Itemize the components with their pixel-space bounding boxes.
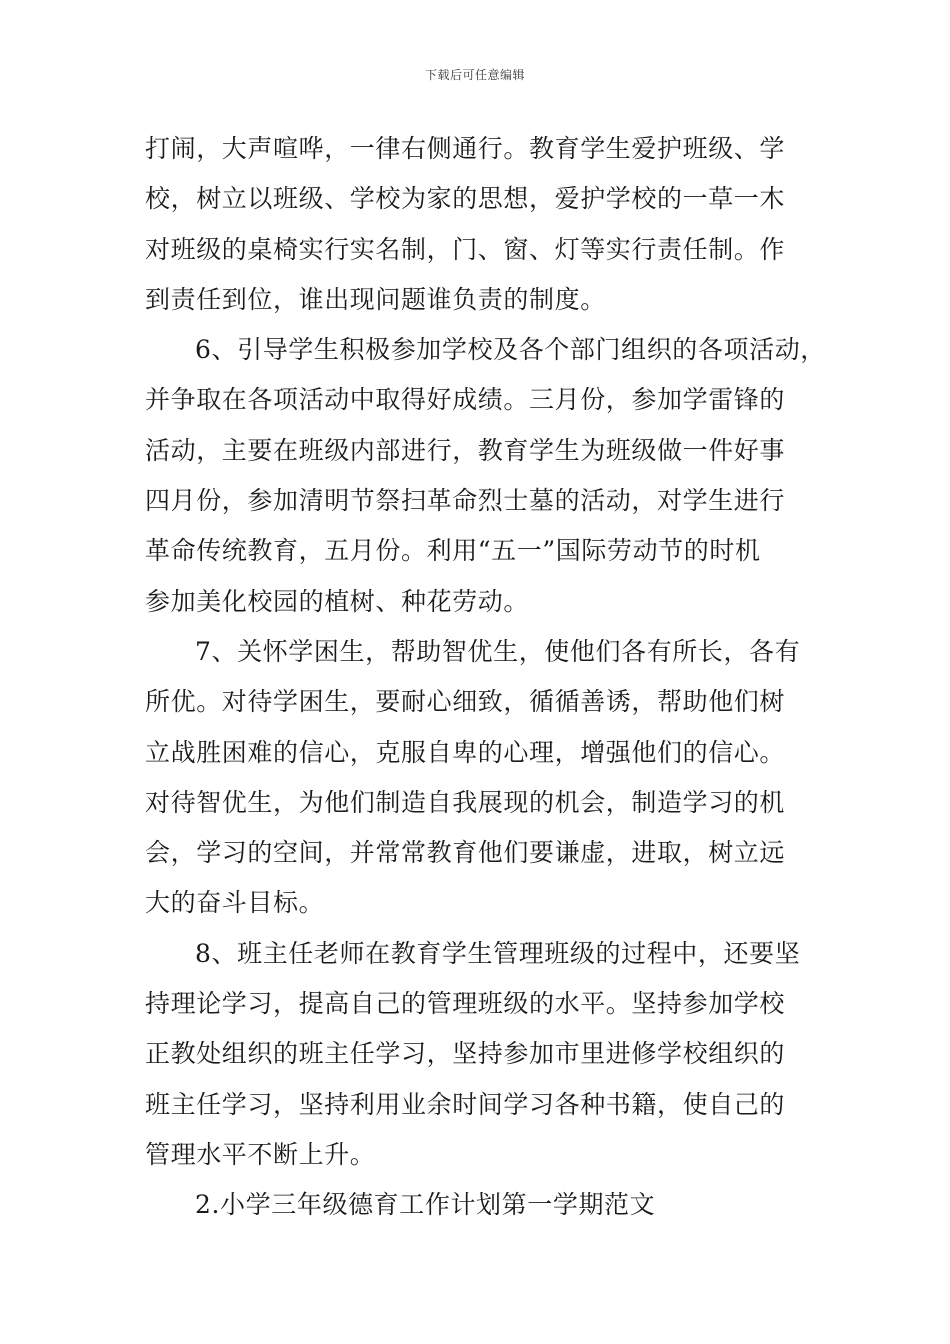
text-line: 活动，主要在班级内部进行，教育学生为班级做一件好事 — [145, 435, 786, 465]
text-line: 立战胜困难的信心，克服自卑的心理，增强他们的信心。 — [145, 737, 786, 767]
text-line: 对班级的桌椅实行实名制，门、窗、灯等实行责任制。作 — [145, 234, 786, 264]
text-line: 打闹，大声喧哗，一律右侧通行。教育学生爱护班级、学 — [145, 134, 786, 163]
text-line: 班主任学习，坚持利用业余时间学习各种书籍，使自己的 — [145, 1089, 786, 1119]
text-line: 会，学习的空间，并常常教育他们要谦虚，进取，树立远 — [145, 838, 786, 868]
text-line: 大的奋斗目标。 — [145, 888, 325, 918]
document-body — [145, 124, 835, 1231]
text-line: 并争取在各项活动中取得好成绩。三月份，参加学雷锋的 — [145, 385, 786, 415]
page-header: 下载后可任意编辑 — [424, 68, 525, 82]
text-line: 正教处组织的班主任学习，坚持参加市里进修学校组织的 — [145, 1039, 786, 1069]
text-line: 校，树立以班级、学校为家的思想，爱护学校的一草一木 — [145, 184, 786, 214]
text-line: 到责任到位，谁出现问题谁负责的制度。 — [145, 284, 606, 314]
text-line: 6、引导学生积极参加学校及各个部门组织的各项活动， — [195, 335, 826, 365]
text-line: 革命传统教育，五月份。利用“五一”国际劳动节的时机 — [145, 536, 761, 566]
text-line: 参加美化校园的植树、种花劳动。 — [145, 586, 530, 616]
text-line: 8、班主任老师在教育学生管理班级的过程中，还要坚 — [195, 938, 801, 968]
text-line: 7、关怀学困生，帮助智优生，使他们各有所长，各有 — [195, 636, 801, 666]
text-line: 对待智优生，为他们制造自我展现的机会，制造学习的机 — [145, 787, 786, 817]
text-line: 四月份，参加清明节祭扫革命烈士墓的活动，对学生进行 — [145, 486, 786, 516]
text-line: 所优。对待学困生，要耐心细致，循循善诱，帮助他们树 — [145, 687, 786, 717]
text-line: 持理论学习，提高自己的管理班级的水平。坚持参加学校 — [145, 989, 786, 1019]
text-line: 管理水平不断上升。 — [145, 1139, 376, 1169]
text-line: 2.小学三年级德育工作计划第一学期范文 — [195, 1190, 656, 1220]
